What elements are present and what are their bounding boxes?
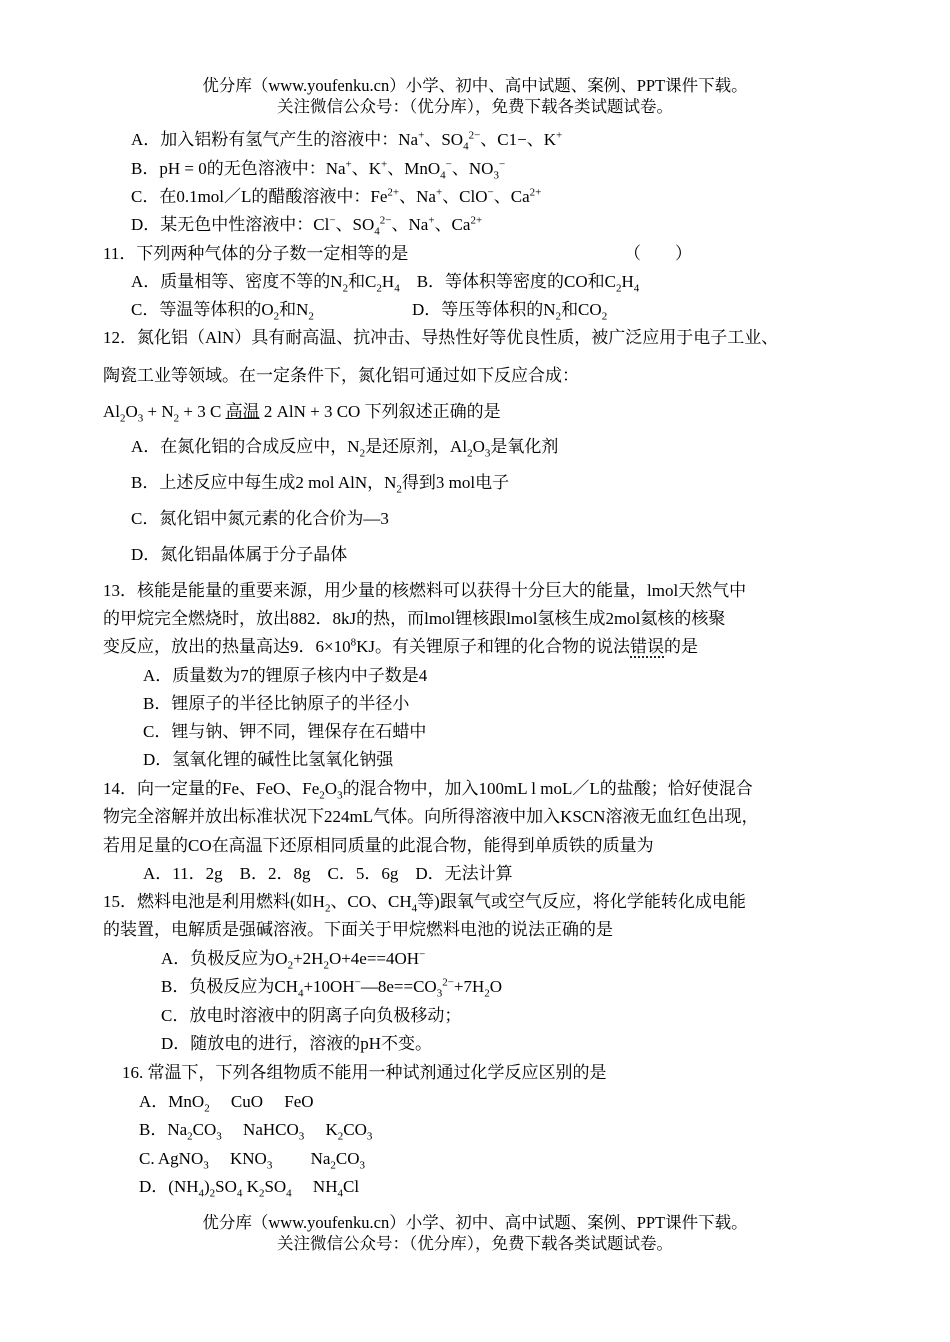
- q11-stem: 11．下列两种气体的分子数一定相等的是: [103, 244, 409, 263]
- q15-option-a: A．负极反应为$O_2+2H_2O+4e==4OH^-$: [161, 948, 426, 972]
- q10-option-c: C．在0.1mol／L的醋酸溶液中：$Fe^{2+}$、Na+、ClO−、$Ca^{2+}$: [131, 186, 542, 206]
- q11-answer-paren: （ ）: [624, 244, 692, 263]
- q16-option-c: C. AgNO$_3$ $KNO_3$ $Na_2CO_3$: [139, 1149, 366, 1172]
- q13-stem-line-3: 变反应，放出的热量高达9．$6\times 10^8KJ$。有关锂原子和锂的化合物的说法错误的是: [103, 636, 698, 656]
- q11-option-d: D．等压等体积的$N_2$和$CO_2$: [412, 300, 608, 323]
- q12-stem-line-1: 12．氮化铝（AlN）具有耐高温、抗冲击、导热性好等优良性质，被广泛应用于电子工业、: [103, 328, 779, 347]
- q14-stem-line-3: 若用足量的CO在高温下还原相同质量的此混合物，能得到单质铁的质量为: [103, 836, 654, 855]
- page-header-line-1: 优分库（www.youfenku.cn）小学、初中、高中试题、案例、PPT课件下载。: [202, 76, 748, 95]
- q16-stem: 16. 常温下，下列各组物质不能用一种试剂通过化学反应区别的是: [122, 1063, 607, 1082]
- q15-stem-line-2: 的装置，电解质是强碱溶液。下面关于甲烷燃料电池的说法正确的是: [103, 920, 613, 939]
- q13-option-c: C．锂与钠、钾不同，锂保存在石蜡中: [143, 722, 427, 741]
- q13-emphasis: 错误: [630, 637, 664, 656]
- q15-option-b: B．负极反应为$CH_4+10OH^-—8e==CO_3^{2-}+7H_2O$: [161, 976, 503, 1000]
- q16-option-b: B．$Na_2CO_3$ NaHCO$_3$ $K_2CO_3$: [139, 1120, 373, 1143]
- q11-option-c: C．等温等体积的$O_2$和$N_2$: [131, 300, 314, 323]
- q10-option-b: B．pH = 0的无色溶液中：Na+、K+、MnO$_4$−、$NO_3^-$: [131, 158, 506, 182]
- q16-option-d: D．$(NH_4)_2SO_4$ $K_2SO_4$ $NH_4Cl$: [139, 1177, 360, 1200]
- q13-option-a: A．质量数为7的锂原子核内中子数是4: [143, 666, 428, 685]
- q15-option-c: C．放电时溶液中的阴离子向负极移动；: [161, 1006, 462, 1025]
- page-footer-line-1: 优分库（www.youfenku.cn）小学、初中、高中试题、案例、PPT课件下载。: [202, 1213, 748, 1232]
- q12-stem-line-2: 陶瓷工业等领域。在一定条件下，氮化铝可通过如下反应合成：: [103, 366, 579, 385]
- q13-option-b: B．锂原子的半径比钠原子的半径小: [143, 694, 410, 713]
- q16-option-a: A．MnO$_2$ CuO FeO: [139, 1092, 314, 1115]
- q12-option-b: B．上述反应中每生成2 mol AlN，$N_2$得到3 mol电子: [131, 473, 510, 496]
- q10-option-a: A．加入铝粉有氢气产生的溶液中：Na+、$SO_4^{2-}$、C1−、K+: [131, 129, 563, 153]
- q12-equation: $Al_2O_3 + N_2 + 3$ C 高温 2 AlN + 3 CO 下列叙述正确的是: [103, 402, 501, 425]
- q15-stem-line-1: 15．燃料电池是利用燃料(如$H_2$、CO、$CH_4$等)跟氧气或空气反应，将化学能转化成电能: [103, 892, 746, 915]
- q14-stem-line-1: 14．向一定量的Fe、FeO、$Fe_2O_3$的混合物中，加入100mL l moL／L的盐酸；恰好使混合: [103, 779, 753, 802]
- q11-option-a-b: A．质量相等、密度不等的$N_2$和$C_2H_4$ B．等体积等密度的CO和$C_2H_4$: [131, 272, 640, 295]
- page-footer-line-2: 关注微信公众号：（优分库），免费下载各类试题试卷。: [277, 1234, 673, 1253]
- q12-option-c: C．氮化铝中氮元素的化合价为—3: [131, 509, 389, 528]
- page-header-line-2: 关注微信公众号：（优分库），免费下载各类试题试卷。: [277, 97, 673, 116]
- q14-stem-line-2: 物完全溶解并放出标准状况下224mL气体。向所得溶液中加入KSCN溶液无血红色出现，: [103, 807, 759, 826]
- q15-option-d: D．随放电的进行，溶液的pH不变。: [161, 1034, 433, 1053]
- q13-option-d: D．氢氧化锂的碱性比氢氧化钠强: [143, 750, 394, 769]
- q13-stem-line-1: 13．核能是能量的重要来源，用少量的核燃料可以获得十分巨大的能量，lmol天然气中: [103, 581, 747, 600]
- q12-option-d: D．氮化铝晶体属于分子晶体: [131, 545, 348, 564]
- q12-option-a: A．在氮化铝的合成反应中，$N_2$是还原剂，$Al_2O_3$是氧化剂: [131, 437, 559, 460]
- q14-options: A．11．2g B．2．8g C．5．6g D．无法计算: [143, 864, 513, 883]
- q10-option-d: D．某无色中性溶液中：Cl−、$SO_4^{2-}$、Na+、$Ca^{2+}$: [131, 214, 483, 238]
- q13-stem-line-2: 的甲烷完全燃烧时，放出882．8kJ的热，而lmol锂核跟lmol氢核生成2mol氦核的核聚: [103, 609, 726, 628]
